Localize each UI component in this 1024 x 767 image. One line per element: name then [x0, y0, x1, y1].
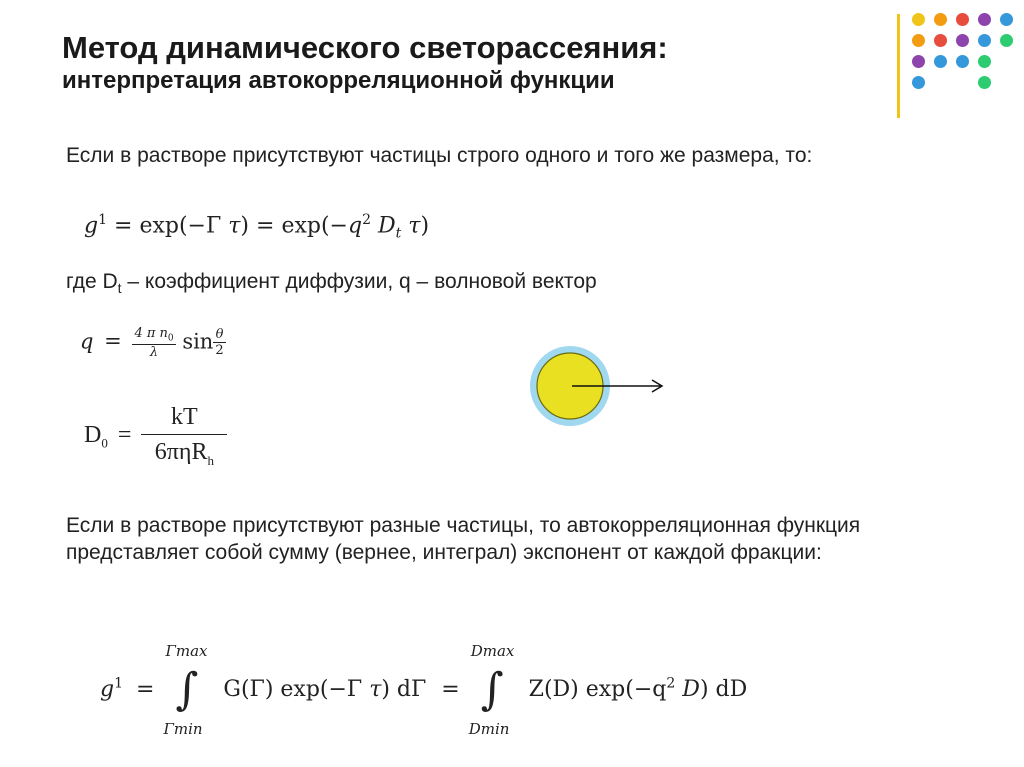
f2-theta-fraction: [213, 327, 225, 358]
f2-num: [132, 326, 175, 345]
f3-num: kT: [141, 404, 227, 435]
f2-sin: sin: [182, 329, 214, 354]
dot: [934, 55, 947, 68]
dot: [956, 55, 969, 68]
f1-lhs: g: [84, 213, 99, 239]
f4-int2-lower: Dmin: [468, 720, 510, 738]
f4-lhs-sup: 1: [114, 675, 124, 692]
f4-d2: ) dD: [699, 677, 748, 702]
f2-num-text: 4 π n: [134, 326, 168, 341]
dot: [934, 13, 947, 26]
f4-D: D: [682, 677, 700, 702]
f2-den: [132, 345, 175, 360]
f2-lhs: q: [80, 329, 94, 354]
f1-D-sub: t: [395, 225, 402, 242]
para2-prefix: где D: [66, 270, 118, 293]
f2-eq: =: [104, 329, 122, 354]
dot: [912, 55, 925, 68]
f2-den-text: λ: [149, 344, 159, 360]
f1-tau1: τ: [228, 213, 241, 239]
dot: [912, 13, 925, 26]
f1-eq2: =: [256, 213, 275, 239]
f2-theta-text: θ: [215, 327, 224, 343]
dot: [912, 34, 925, 47]
f1-q: q: [347, 213, 363, 239]
integral-sign-icon: ∫: [175, 664, 199, 715]
f2-two: 2: [215, 343, 224, 359]
integral-sign-icon: ∫: [480, 664, 504, 715]
paragraph-definitions: [66, 268, 597, 302]
f4-lhs: g: [100, 677, 115, 702]
f4-int2-upper: Dmax: [470, 642, 515, 660]
dot: [934, 34, 947, 47]
dot: [978, 34, 991, 47]
f4-d1: ) dΓ: [381, 677, 427, 702]
dot: [1000, 34, 1013, 47]
f1-q-sup: 2: [362, 212, 371, 228]
f3-eq: =: [117, 421, 132, 448]
title-line-1: Метод динамического светорассеяния:: [62, 30, 668, 65]
dot: [956, 34, 969, 47]
f3-fraction: [141, 404, 227, 469]
f1-tau2: τ: [408, 213, 421, 239]
dot: [978, 76, 991, 89]
f1-eq1: =: [114, 213, 133, 239]
f4-integral-2: [468, 642, 515, 738]
f1-close2: ): [420, 213, 430, 239]
title-line-2: интерпретация автокорреляционной функции: [62, 67, 615, 94]
f1-lhs-sup: 1: [98, 212, 108, 228]
f3-den-sub: h: [207, 452, 214, 468]
accent-line: [897, 14, 900, 118]
formula-g1-integral: [100, 642, 748, 738]
f1-part2: exp(−: [281, 213, 348, 239]
f4-integral-1: [163, 642, 208, 738]
f3-lhs: D: [84, 421, 102, 448]
f4-eq2: =: [441, 677, 460, 702]
f2-theta: [213, 327, 225, 343]
para2-rest: – коэффициент диффузии, q – волновой вектор: [121, 270, 597, 293]
paragraph-multi-size: Если в растворе присутствуют разные частицы, то автокорреляционная функция представляет собой сумму (вернее, интеграл) экспонент от каждой фракции:: [66, 514, 861, 564]
paragraph-single-size: Если в растворе присутствуют частицы строго одного и того же размера, то:: [66, 144, 813, 167]
f3-den: [141, 435, 227, 469]
particle-icon: [528, 344, 668, 434]
f4-eq1: =: [136, 677, 155, 702]
dot: [912, 76, 925, 89]
dot: [956, 13, 969, 26]
formula-d0: [84, 404, 227, 469]
dot: [1000, 13, 1013, 26]
formula-q: [80, 326, 226, 360]
f4-term1: G(Γ) exp(−Γ: [223, 677, 363, 702]
dot: [978, 13, 991, 26]
f1-close1: ): [240, 213, 250, 239]
f2-num-sub: 0: [167, 333, 174, 344]
f4-int1-lower: Γmin: [163, 720, 203, 738]
f4-term2: Z(D) exp(−q: [528, 677, 667, 702]
f3-lhs-sub: 0: [101, 435, 108, 451]
para2-sub: t: [117, 280, 122, 297]
f4-int1-upper: Γmax: [165, 642, 208, 660]
f3-den-text: 6πηR: [154, 439, 208, 465]
formula-g1-single: [84, 212, 429, 242]
f1-D: D: [378, 213, 396, 239]
slide-title: [62, 30, 668, 96]
f2-fraction: [132, 326, 175, 360]
f4-q-sup: 2: [666, 675, 676, 692]
f1-part1: exp(−Γ: [139, 213, 222, 239]
dot: [978, 55, 991, 68]
f4-tau: τ: [369, 677, 382, 702]
